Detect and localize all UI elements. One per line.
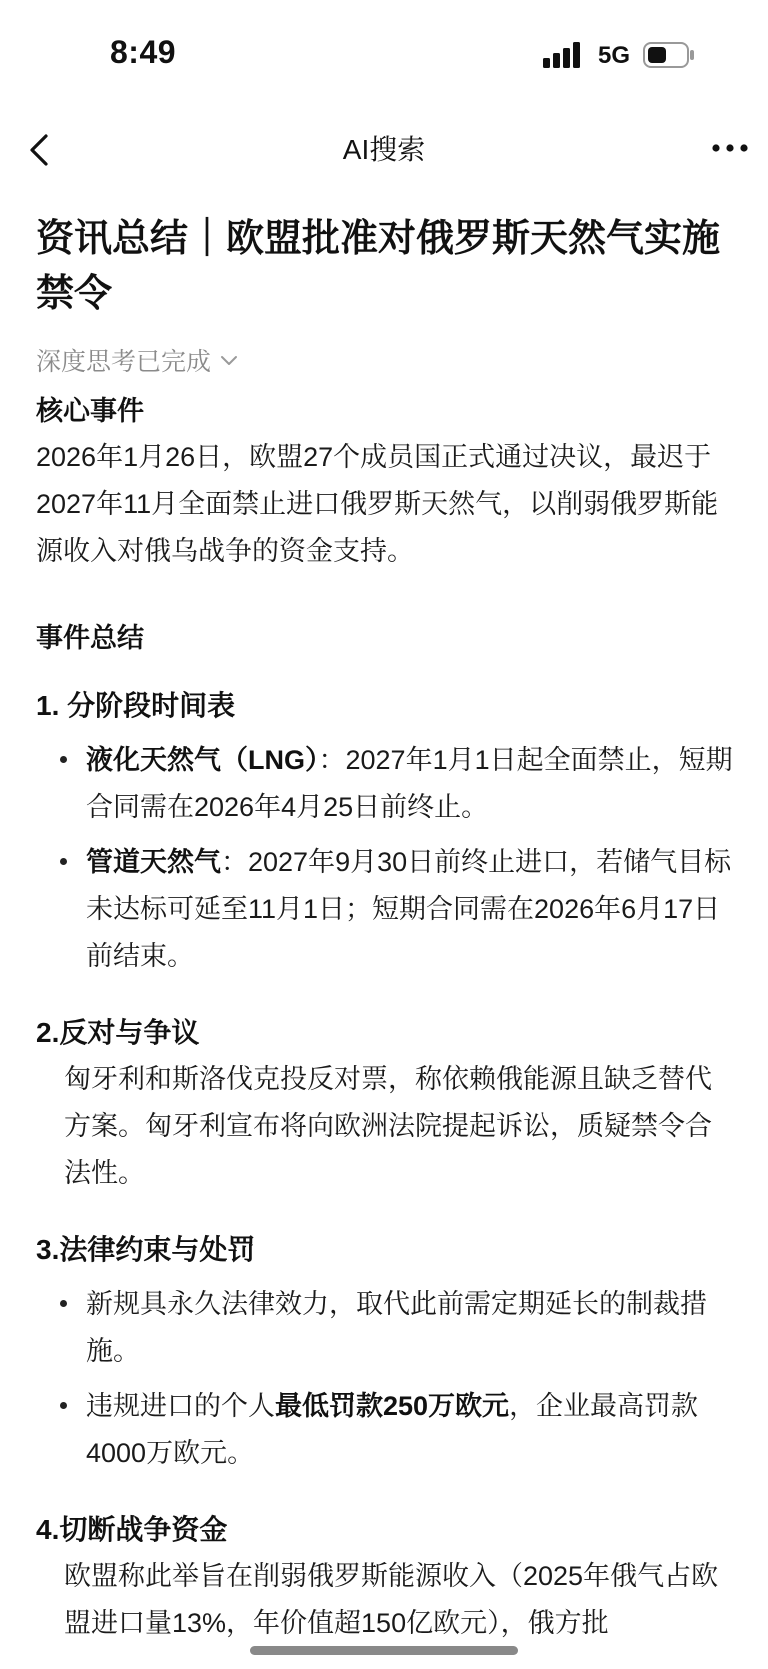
bullet-item xyxy=(36,839,736,980)
section-text: 欧盟称此举旨在削弱俄罗斯能源收入（2025年俄气占欧盟进口量13%，年价值超150亿欧元），俄方批 xyxy=(64,1561,719,1638)
thinking-status-toggle[interactable] xyxy=(36,342,736,378)
bullet-item xyxy=(36,737,736,831)
more-button[interactable] xyxy=(706,128,756,168)
cellular-signal-icon xyxy=(543,42,583,68)
bullet-text: ，企业最高罚款4000万欧元。 xyxy=(86,1391,699,1468)
article-title: 资讯总结｜欧盟批准对俄罗斯天然气实施禁令 xyxy=(36,218,721,315)
status-bar xyxy=(0,0,768,110)
core-event-label: 核心事件 xyxy=(36,396,144,426)
section-bullets xyxy=(36,1281,736,1477)
article-content xyxy=(36,212,736,1647)
section-heading: 3.法律约束与处罚 xyxy=(36,1234,256,1265)
section-heading: 1. 分阶段时间表 xyxy=(36,690,236,721)
section-bullets xyxy=(36,737,736,980)
section-heading: 2.反对与争议 xyxy=(36,1017,200,1048)
bullet-bold: 管道天然气 xyxy=(86,847,221,877)
more-dots-icon xyxy=(706,128,756,168)
section-heading: 4.切断战争资金 xyxy=(36,1514,228,1545)
bullet-text: 新规具永久法律效力，取代此前需定期延长的制裁措施。 xyxy=(86,1289,707,1366)
nav-bar xyxy=(0,110,768,190)
nav-title: AI搜索 xyxy=(342,134,426,165)
battery-icon xyxy=(643,42,695,68)
home-indicator[interactable] xyxy=(250,1646,518,1655)
bullet-item xyxy=(36,1281,736,1375)
bullet-bold: 液化天然气（LNG） xyxy=(86,745,319,775)
bullet-item xyxy=(36,1383,736,1477)
chevron-down-icon xyxy=(219,353,239,367)
network-type: 5G xyxy=(598,42,631,69)
bullet-text: ：2027年1月1日起全面禁止，短期合同需在2026年4月25日前终止。 xyxy=(86,745,733,822)
status-time: 8:49 xyxy=(110,34,177,70)
bullet-bold: 最低罚款250万欧元 xyxy=(275,1391,510,1421)
core-event-text: 2026年1月26日，欧盟27个成员国正式通过决议，最迟于2027年11月全面禁止进口俄罗斯天然气，以削弱俄罗斯能源收入对俄乌战争的资金支持。 xyxy=(36,442,719,566)
thinking-status-label: 深度思考已完成 xyxy=(36,348,212,376)
summary-label: 事件总结 xyxy=(36,623,144,653)
bullet-pre: 违规进口的个人 xyxy=(86,1391,275,1421)
bullet-text: ：2027年9月30日前终止进口，若储气目标未达标可延至11月1日；短期合同需在2026年6月17日前结束。 xyxy=(86,847,732,971)
section-text: 匈牙利和斯洛伐克投反对票，称依赖俄能源且缺乏替代方案。匈牙利宣布将向欧洲法院提起诉讼，质疑禁令合法性。 xyxy=(64,1064,712,1188)
